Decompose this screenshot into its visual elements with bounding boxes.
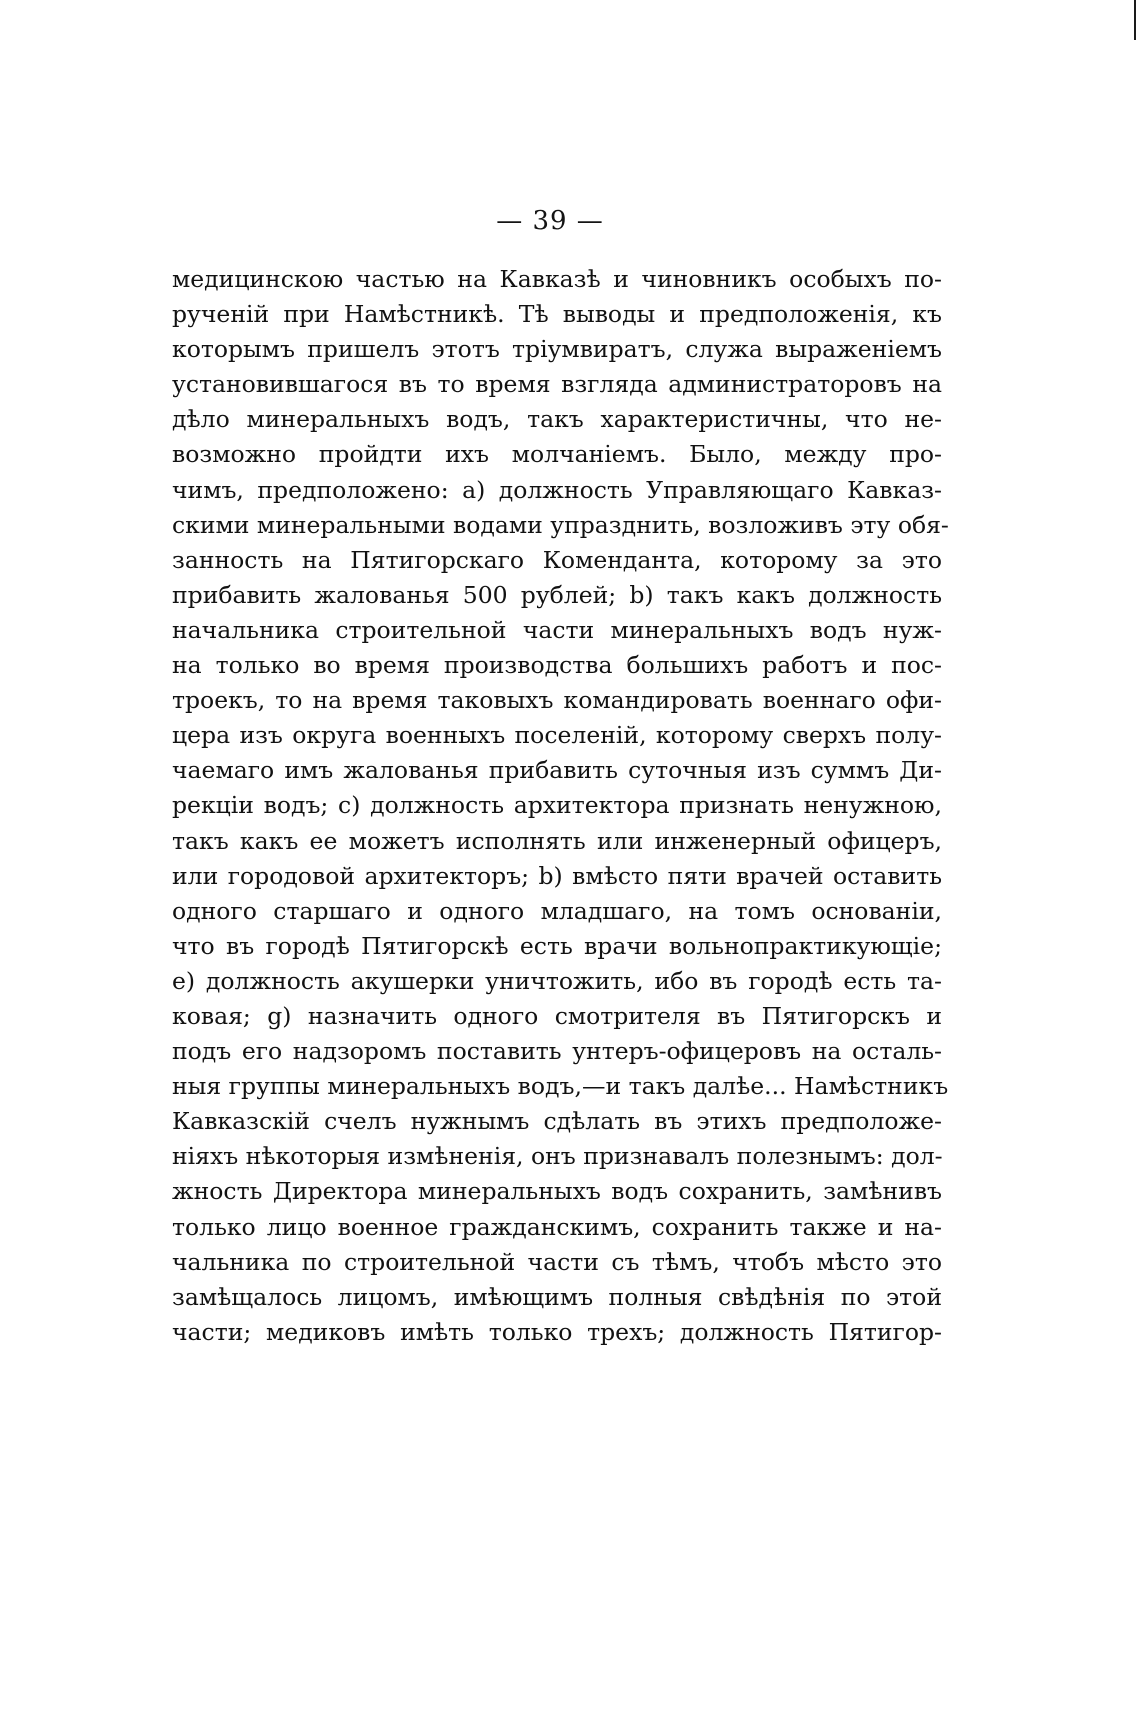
text-line: ныя группы минеральныхъ водъ,—и такъ далѣе... Намѣстникъ (172, 1072, 949, 1101)
text-line: рученій при Намѣстникѣ. Тѣ выводы и предположенія, къ (172, 300, 942, 329)
text-line: что въ городѣ Пятигорскѣ есть врачи вольнопрактикующіе; (172, 931, 942, 960)
text-line: начальника строительной части минеральныхъ водъ нуж- (172, 615, 942, 644)
text-line: медицинскою частью на Кавказѣ и чиновникъ особыхъ по- (172, 265, 942, 293)
text-line: части; медиковъ имѣть только трехъ; должность Пятигор- (172, 1317, 942, 1346)
text-line: замѣщалось лицомъ, имѣющимъ полныя свѣдѣнія по этой (172, 1282, 942, 1311)
text-line: возможно пройдти ихъ молчаніемъ. Было, между про- (172, 440, 942, 469)
text-line: скими минеральными водами упразднить, возложивъ эту обя- (172, 510, 949, 539)
text-line: установившагося въ то время взгляда администраторовъ на (172, 370, 942, 399)
text-line: чимъ, предположено: а) должность Управляющаго Кавказ- (172, 475, 942, 504)
text-line: троекъ, то на время таковыхъ командировать военнаго офи- (172, 686, 942, 715)
body-text (172, 262, 949, 1350)
text-line: на только во время производства большихъ работъ и пос- (172, 651, 942, 680)
text-line: е) должность акушерки уничтожить, ибо въ городѣ есть та- (172, 966, 942, 995)
text-line: ковая; g) назначить одного смотрителя въ Пятигорскъ и (172, 1001, 942, 1030)
text-line: которымъ пришелъ этотъ тріумвиратъ, служа выраженіемъ (172, 335, 942, 364)
text-line: цера изъ округа военныхъ поселеній, которому сверхъ полу- (172, 721, 942, 750)
text-line: Кавказскій счелъ нужнымъ сдѣлать въ этихъ предположе- (172, 1107, 942, 1136)
text-line: занность на Пятигорскаго Коменданта, которому за это (172, 545, 942, 574)
text-line: только лицо военное гражданскимъ, сохранить также и на- (172, 1212, 942, 1241)
text-line: такъ какъ ее можетъ исполнять или инженерный офицеръ, (172, 826, 942, 855)
text-line: чальника по строительной части съ тѣмъ, чтобъ мѣсто это (172, 1247, 942, 1276)
text-line: жность Директора минеральныхъ водъ сохранить, замѣнивъ (172, 1177, 942, 1206)
text-line: чаемаго имъ жалованья прибавить суточныя изъ суммъ Ди- (172, 756, 942, 785)
text-line: ніяхъ нѣкоторыя измѣненія, онъ признавалъ полезнымъ: дол- (172, 1142, 943, 1171)
page-number: — 39 — (496, 206, 604, 236)
text-line: дѣло минеральныхъ водъ, такъ характеристичны, что не- (172, 405, 942, 434)
text-line: прибавить жалованья 500 рублей; b) такъ какъ должность (172, 580, 942, 609)
text-line: подъ его надзоромъ поставить унтеръ-офицеровъ на осталь- (172, 1037, 942, 1066)
text-line: или городовой архитекторъ; b) вмѣсто пяти врачей оставить (172, 861, 942, 890)
text-line: рекціи водъ; с) должность архитектора признать ненужною, (172, 791, 942, 820)
text-line: одного старшаго и одного младшаго, на томъ основаніи, (172, 896, 942, 925)
scan-edge-mark (1134, 0, 1136, 40)
